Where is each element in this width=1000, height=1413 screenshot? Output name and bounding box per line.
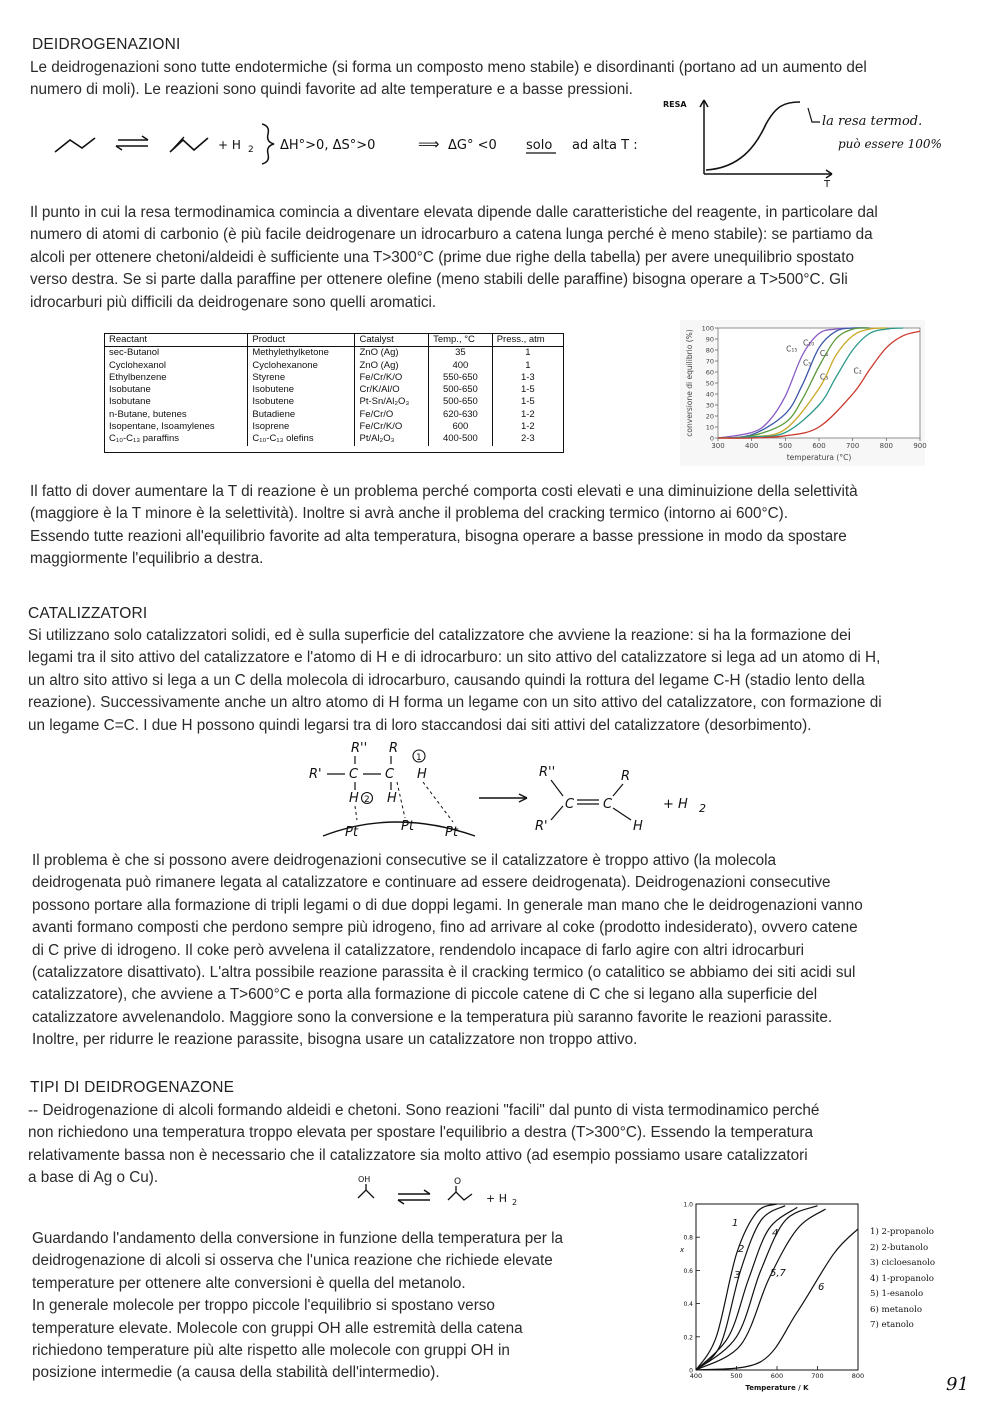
table-cell: 550-650 (429, 372, 493, 384)
text-line: di C prive di idrogeno. Il coke però avvelena il catalizzatore, rendendolo incapace di farlo agire con altri idrocarburi (32, 941, 805, 959)
paragraph-resa (30, 202, 980, 314)
text-line: Si utilizzano solo catalizzatori solidi, ed è sulla superficie del catalizzatore che avviene la reazione: si ha la formazione dei (28, 627, 852, 644)
table-cell: C₁₀-C₁₃ paraffins (109, 433, 180, 445)
text-line: un altro sito attivo si lega a un C della molecola di idrocarburo, causando quindi la rottura del legame C-H (stadio lento della (28, 671, 865, 689)
x-tick-label: 500 (730, 1372, 743, 1380)
series-label: C₄ (819, 349, 829, 358)
table-cell: 2-3 (492, 433, 563, 445)
paragraph-deidrogenazioni-consecutive (32, 850, 982, 1052)
table-cell: 1-3 (492, 372, 563, 384)
text-line: alcoli per ottenere chetoni/aldeidi è sufficiente una T>300°C (prime due righe della tabella) per avere unequilibrio spostato (30, 248, 855, 266)
table-cell: Cyclohexanone (248, 360, 355, 372)
y-tick-label: 0.8 (683, 1234, 693, 1242)
text-line: legami tra il sito attivo del catalizzatore e l'atomo di H e di idrocarburo: un sito attivo del catalizzatore si lega ad un atomo di H, (28, 649, 881, 667)
text-line: Inoltre, per ridurre le reazione parassite, bisogna usare un catalizzatore non troppo attivo. (32, 1031, 638, 1049)
y-tick-label: 0.2 (683, 1334, 693, 1342)
table-cell: 400-500 (429, 433, 493, 445)
table-cell: 500-650 (429, 384, 493, 396)
text-line: numero di moli). Le reazioni sono quindi favorite ad alte temperature e a basse pressioni. (30, 81, 633, 99)
implies-arrow: ⟹ (418, 135, 440, 153)
table-cell: 1-2 (492, 409, 563, 421)
col-header: Reactant (105, 334, 248, 347)
y-tick-label: 0.4 (683, 1301, 693, 1309)
text-line: posizione intermedie (a causa della stabilità dell'intermedio). (32, 1364, 440, 1382)
table-cell: Fe/Cr/O (355, 409, 429, 421)
text-line: Le deidrogenazioni sono tutte endotermiche (si forma un composto meno stabile) e disordinanti (portano ad un aumento del (30, 59, 867, 76)
table-cell: Isobutane (109, 384, 151, 396)
plus-h2-text: + H (218, 138, 241, 152)
alcohol-reaction (352, 1172, 552, 1212)
alta-t-text: ad alta T : (572, 138, 638, 153)
thermo-text: ΔH°>0, ΔS°>0 (280, 138, 376, 153)
table-row (105, 396, 563, 408)
y-axis-label: conversione di equilibrio (%) (685, 329, 694, 437)
text-line: Il fatto di dover aumentare la T di reazione è un problema perché comporta costi elevati e una diminuizione della selettività (30, 483, 858, 500)
text-line: numero di atomi di carbonio (è più facile deidrogenare un idrocarburo a catena lunga perché è meno stabile): se partiamo da (30, 226, 873, 244)
text-line: verso destra. Se si parte dalla paraffine per ottenere olefine (meno stabili delle paraffine) bisogna operare a T>500°C. Gli (30, 271, 848, 289)
label-pt2: Pt (401, 819, 414, 834)
y-tick-label: 70 (705, 357, 714, 366)
series-label: C₂ (853, 366, 862, 376)
note-arrow (808, 108, 820, 122)
y-tick-label: 60 (705, 368, 714, 377)
curve-annotation: 2 (738, 1244, 745, 1255)
legend-item: 4) 1-propanolo (870, 1273, 934, 1284)
series-label: C₃ (819, 372, 829, 382)
text-line: temperature per ottenere alte conversioni è quella del metanolo. (32, 1274, 466, 1292)
text-line: temperature elevate. Molecole con gruppi OH alle estremità della catena (32, 1319, 523, 1337)
h2-subscript: 2 (248, 145, 254, 155)
col-header: Press., atm (492, 334, 563, 347)
product-r1: R' (535, 819, 548, 834)
paragraph-catalizzatori (28, 625, 978, 737)
text-line: Il punto in cui la resa termodinamica comincia a diventare elevata dipende dalle caratteristiche del reagente, in particolare dal (30, 204, 878, 221)
table-cell: Isobutane (109, 396, 151, 408)
label-c2: C (385, 767, 395, 782)
x-tick-label: 300 (711, 442, 725, 450)
curly-brace (262, 124, 274, 164)
sketch-x-label: T (824, 179, 831, 190)
curve-annotation: 6 (818, 1282, 825, 1293)
table-row (105, 433, 563, 445)
label-h2: H (349, 791, 359, 806)
series-line (696, 1206, 818, 1370)
table-cell: Pt/Al₂O₃ (355, 433, 429, 445)
text-line: Il problema è che si possono avere deidrogenazioni consecutive se il catalizzatore è troppo attivo (la molecola (32, 852, 777, 869)
x-tick-label: 700 (845, 442, 860, 450)
text-line: possono portare alla formazione di tripli legami o di due doppi legami. In generale man mano che le deidrogenazioni vanno (32, 896, 863, 914)
table-cell: Methylethylketone (248, 347, 355, 360)
y-tick-label: 50 (705, 379, 714, 388)
butene-zigzag (170, 138, 208, 152)
label-pt3: Pt (445, 825, 458, 840)
x-tick-label: 600 (812, 442, 826, 450)
y-tick-label: 1.0 (683, 1201, 693, 1209)
y-tick-label: 30 (705, 401, 714, 410)
dehydrogenation-table (104, 333, 564, 453)
step-1-marker: 1 (416, 753, 422, 763)
y-tick-label: 20 (705, 412, 714, 421)
product-r: R (621, 769, 631, 784)
legend-item: 6) metanolo (870, 1304, 922, 1315)
table-cell: Cr/K/Al/O (355, 384, 429, 396)
butane-zigzag (55, 138, 95, 152)
sketch-curve (706, 102, 800, 170)
table-row (105, 384, 563, 396)
alcohol-conversion-chart (672, 1192, 874, 1396)
table-cell: Butadiene (248, 409, 355, 421)
y-tick-label: 40 (705, 390, 714, 399)
table-cell: Isobutene (248, 384, 355, 396)
product-h: H (633, 819, 643, 834)
x-axis-label: temperatura (°C) (786, 453, 852, 462)
legend-item: 5) 1-esanolo (870, 1289, 924, 1299)
table-row (105, 360, 563, 372)
label-c1: C (349, 767, 359, 782)
curve-annotation: 4 (772, 1228, 779, 1239)
text-line: (catalizzatore disattivato). L'altra possibile reazione parassita è il cracking termico (o catalitico se abbiamo dei siti acidi sul (32, 964, 856, 982)
text-line: a base di Ag o Cu). (28, 1169, 159, 1187)
sketch-note-2: può essere 100% (838, 137, 942, 151)
x-tick-label: 700 (811, 1372, 824, 1380)
y-tick-label: 0 (689, 1367, 693, 1375)
step-2-marker: 2 (364, 795, 370, 805)
label-r: R (389, 741, 399, 756)
o-label: O (454, 1177, 462, 1187)
table-cell: 1 (492, 347, 563, 360)
text-line: maggiormente l'equilibrio a destra. (30, 550, 264, 568)
yield-sketch (660, 94, 980, 190)
label-pt1: Pt (345, 825, 358, 840)
text-line: un legame C=C. I due H possono quindi legarsi tra di loro staccandosi dai siti attivi del catalizzatore (desorbimento). (28, 716, 812, 734)
text-line: (maggiore è la T minore è la selettività). Inoltre si avrà anche il problema del cracking termico (intorno ai 600°C). (30, 505, 788, 523)
table-cell: Isopentane, Isoamylenes (109, 421, 215, 433)
x-tick-label: 900 (913, 442, 927, 450)
series-label: C₅ (803, 358, 812, 368)
table-cell: Isobutene (248, 396, 355, 408)
x-tick-label: 800 (851, 1372, 865, 1380)
legend-item: 1) 2-propanolo (870, 1227, 934, 1237)
series-line (696, 1207, 797, 1370)
text-line: In generale molecole per troppo piccole l'equilibrio si spostano verso (32, 1297, 495, 1315)
text-line: richiedono temperature più alte rispetto alle molecole con gruppi OH in (32, 1342, 510, 1360)
section-title-deidrogenazioni: DEIDROGENAZIONI (32, 36, 181, 53)
mechanism-diagram (305, 738, 725, 842)
table-cell: Styrene (248, 372, 355, 384)
table-cell: Fe/Cr/K/O (355, 372, 429, 384)
y-tick-label: 10 (705, 423, 714, 432)
x-axis-label: Temperature / K (745, 1384, 809, 1392)
oh-label: OH (358, 1175, 371, 1184)
label-r2: R'' (351, 741, 368, 756)
x-tick-label: 800 (879, 442, 894, 450)
label-r1: R' (309, 767, 322, 782)
product-r2: R'' (539, 765, 556, 780)
table-cell: Pt-Sn/Al₂O₃ (355, 396, 429, 408)
conversion-chart (680, 320, 925, 466)
text-line: avanti formano composti che perdono sempre più idrogeno, fino ad arrivare al coke (prodotto indesiderato), ovvero catene (32, 919, 858, 937)
y-axis-label: x (680, 1246, 685, 1254)
table-cell: C₁₀-C₁₃ olefins (248, 433, 355, 445)
section-title-catalizzatori: CATALIZZATORI (28, 605, 148, 622)
label-h3: H (387, 791, 397, 806)
table-row (105, 347, 563, 360)
table-cell: 400 (429, 360, 493, 372)
label-h1: H (417, 767, 427, 782)
x-tick-label: 400 (744, 442, 759, 450)
handwritten-equation (50, 118, 670, 168)
sketch-y-label: RESA (663, 100, 687, 109)
x-tick-label: 500 (778, 442, 793, 450)
y-tick-label: 80 (705, 346, 714, 355)
solo-text: solo (526, 138, 553, 153)
series-line (696, 1209, 826, 1370)
x-tick-label: 400 (689, 1372, 703, 1380)
table-cell: sec-Butanol (109, 347, 160, 359)
legend-item: 3) cicloesanolo (870, 1258, 936, 1268)
product-c1: C (565, 797, 575, 812)
paragraph-selettivita (30, 481, 980, 571)
y-tick-label: 100 (701, 324, 714, 333)
table-row (105, 421, 563, 433)
paragraph-andamento (32, 1228, 652, 1385)
table-cell: 600 (429, 421, 493, 433)
x-tick-label: 600 (770, 1372, 784, 1380)
table-cell: 620-630 (429, 409, 493, 421)
table-cell: n-Butane, butenes (109, 408, 187, 420)
curve-annotation: 3 (734, 1270, 741, 1281)
reaction-plus-h2: + H (486, 1192, 507, 1205)
series-label: C₁₀ (803, 338, 815, 348)
alcohol-chart-legend (870, 1225, 935, 1334)
table-cell: Ethylbenzene (109, 371, 167, 383)
text-line: idrocarburi più difficili da deidrogenare sono quelli aromatici. (30, 293, 437, 311)
reaction-h2-subscript: 2 (512, 1198, 518, 1207)
product-c2: C (603, 797, 613, 812)
text-line: catalizzatore avvelenandolo. Maggiore sono la conversione e la temperatura più saranno favorite le reazioni parassite. (32, 1008, 833, 1026)
sketch-note-1: la resa termod. (822, 114, 923, 129)
table-cell: ZnO (Ag) (355, 347, 429, 360)
table-cell: Isoprene (248, 421, 355, 433)
text-line: deidrogenazione di alcoli si osserva che l'unica reazione che richiede elevate (32, 1252, 553, 1270)
table-cell: 1-5 (492, 384, 563, 396)
curve-annotation: 5,7 (770, 1268, 786, 1279)
table-cell: 500-650 (429, 396, 493, 408)
table-cell: Fe/Cr/K/O (355, 421, 429, 433)
legend-item: 7) etanolo (870, 1320, 914, 1330)
product-h2-subscript: 2 (699, 802, 706, 815)
table-cell: Cyclohexanol (109, 359, 167, 371)
series-label: C₁₅ (786, 344, 798, 354)
text-line: Essendo tutte reazioni all'equilibrio favorite ad alta temperatura, bisogna operare a basse pressione in modo da spostare (30, 527, 847, 545)
table-cell: ZnO (Ag) (355, 360, 429, 372)
legend-item: 2) 2-butanolo (870, 1242, 929, 1253)
page-number: 91 (946, 1374, 969, 1395)
table-cell: 1 (492, 360, 563, 372)
y-tick-label: 0.6 (683, 1267, 693, 1275)
section-title-tipi: TIPI DI DEIDROGENAZONE (30, 1079, 235, 1096)
col-header: Temp., °C (429, 334, 493, 347)
text-line: relativamente bassa non è necessario che il catalizzatore sia molto attivo (ad esempio possiamo usare catalizzatori (28, 1146, 808, 1164)
text-line: non richiedono una temperatura troppo elevata per spostare l'equilibrio a destra (T>300°C). Essendo la temperatura (28, 1124, 813, 1142)
product-plus-h2: + H (663, 797, 688, 812)
y-tick-label: 90 (705, 335, 714, 344)
deltag-text: ΔG° <0 (448, 138, 497, 153)
table-row (105, 409, 563, 421)
col-header: Catalyst (355, 334, 429, 347)
col-header: Product (248, 334, 355, 347)
text-line: deidrogenata può rimanere legata al catalizzatore e continuare ad essere deidrogenata). Deidrogenazioni consecutive (32, 874, 831, 892)
text-line: catalizzatore), che avviene a T>600°C e porta alla formazione di piccole catene di C che si legano alla superficie del (32, 986, 818, 1004)
text-line: reazione). Successivamente anche un altro atomo di H forma un legame con un sito attivo del catalizzatore, con formazione di (28, 694, 882, 712)
table-row (105, 372, 563, 384)
curve-annotation: 1 (732, 1218, 739, 1229)
y-tick-label: 0 (709, 434, 714, 443)
table-cell: 35 (429, 347, 493, 360)
table-cell: 1-5 (492, 396, 563, 408)
text-line: Guardando l'andamento della conversione in funzione della temperatura per la (32, 1230, 564, 1247)
text-line: -- Deidrogenazione di alcoli formando aldeidi e chetoni. Sono reazioni "facili" dal punto di vista termodinamico perché (28, 1102, 820, 1119)
table-cell: 1-2 (492, 421, 563, 433)
series-line (696, 1229, 858, 1370)
